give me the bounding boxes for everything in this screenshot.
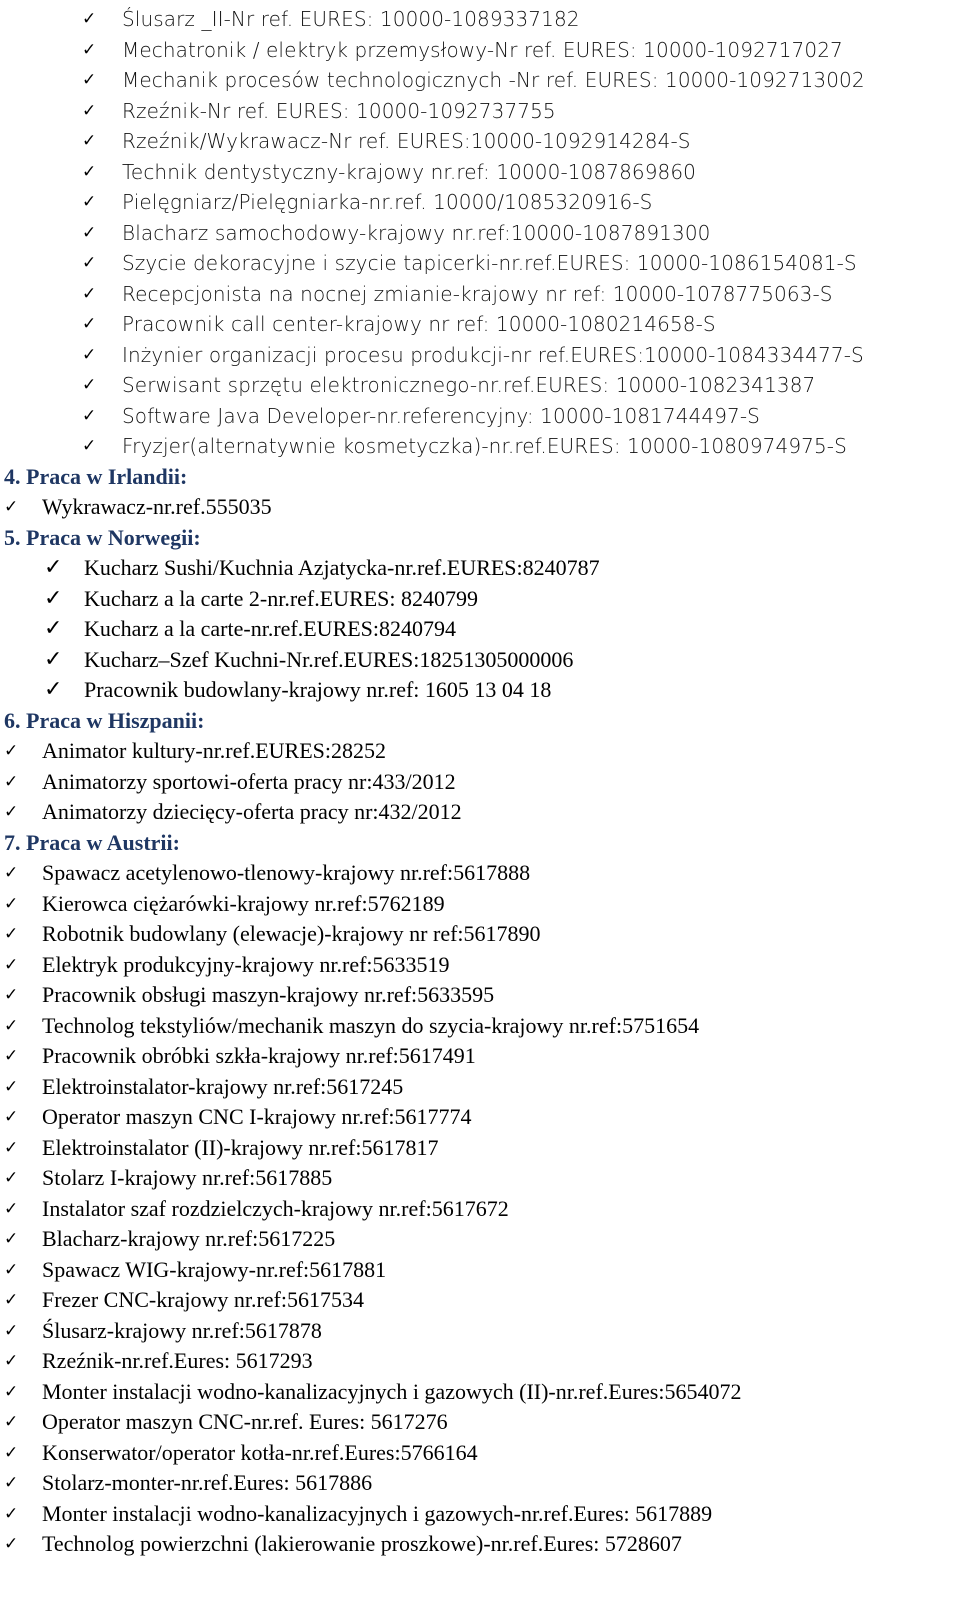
check-mark-icon: ✓ bbox=[4, 1046, 19, 1067]
check-mark-icon: ✓ bbox=[4, 1198, 19, 1219]
check-mark-icon: ✓ bbox=[4, 1076, 19, 1097]
check-mark-icon: ✓ bbox=[4, 802, 19, 823]
check-mark-icon: ✓ bbox=[82, 161, 97, 182]
list-item-text: Szycie dekoracyjne i szycie tapicerki-nr.ref.EURES: 10000-1086154081-S bbox=[122, 251, 857, 276]
list-item-text: Pracownik budowlany-krajowy nr.ref: 1605 13 04 18 bbox=[84, 677, 552, 703]
check-mark-icon: ✓ bbox=[4, 741, 19, 762]
list-item-text: Elektroinstalator-krajowy nr.ref:5617245 bbox=[42, 1073, 404, 1099]
check-mark-icon: ✓ bbox=[82, 405, 97, 426]
check-mark-icon: ✓ bbox=[4, 924, 19, 945]
spain-list bbox=[0, 736, 960, 828]
list-item bbox=[0, 35, 960, 66]
list-item-text: Monter instalacji wodno-kanalizacyjnych i gazowych-nr.ref.Eures: 5617889 bbox=[42, 1500, 713, 1526]
list-item bbox=[0, 218, 960, 249]
list-item bbox=[0, 919, 960, 950]
list-item-text: Ślusarz-krajowy nr.ref:5617878 bbox=[42, 1317, 322, 1343]
list-item-text: Blacharz samochodowy-krajowy nr.ref:10000-1087891300 bbox=[122, 220, 711, 245]
list-item bbox=[0, 1529, 960, 1560]
list-item bbox=[0, 309, 960, 340]
list-item bbox=[0, 675, 960, 706]
list-item bbox=[0, 1224, 960, 1255]
list-item bbox=[0, 1133, 960, 1164]
list-item-text: Elektryk produkcyjny-krajowy nr.ref:5633519 bbox=[42, 951, 450, 977]
list-item-text: Spawacz acetylenowo-tlenowy-krajowy nr.ref:5617888 bbox=[42, 860, 531, 886]
list-item-text: Spawacz WIG-krajowy-nr.ref:5617881 bbox=[42, 1256, 387, 1282]
list-item-text: Wykrawacz-nr.ref.555035 bbox=[42, 494, 272, 520]
list-item bbox=[0, 492, 960, 523]
list-item-text: Animator kultury-nr.ref.EURES:28252 bbox=[42, 738, 387, 764]
section3-continued-list bbox=[0, 4, 960, 462]
ireland-list bbox=[0, 492, 960, 523]
check-mark-icon: ✓ bbox=[82, 100, 97, 121]
list-item bbox=[0, 1255, 960, 1286]
check-mark-icon: ✓ bbox=[4, 985, 19, 1006]
check-mark-icon: ✓ bbox=[82, 314, 97, 335]
list-item bbox=[0, 1407, 960, 1438]
check-mark-icon: ✓ bbox=[44, 677, 63, 703]
check-mark-icon: ✓ bbox=[82, 222, 97, 243]
list-item-text: Pielęgniarz/Pielęgniarka-nr.ref. 10000/1085320916-S bbox=[122, 190, 653, 215]
list-item-text: Robotnik budowlany (elewacje)-krajowy nr ref:5617890 bbox=[42, 921, 541, 947]
list-item-text: Inżynier organizacji procesu produkcji-nr ref.EURES:10000-1084334477-S bbox=[122, 342, 864, 367]
list-item bbox=[0, 614, 960, 645]
check-mark-icon: ✓ bbox=[4, 1168, 19, 1189]
check-mark-icon: ✓ bbox=[4, 1290, 19, 1311]
check-mark-icon: ✓ bbox=[44, 585, 63, 611]
check-mark-icon: ✓ bbox=[4, 1320, 19, 1341]
list-item-text: Kucharz Sushi/Kuchnia Azjatycka-nr.ref.EURES:8240787 bbox=[84, 555, 600, 581]
list-item bbox=[0, 1499, 960, 1530]
list-item bbox=[0, 65, 960, 96]
heading-norway: 5. Praca w Norwegii: bbox=[4, 524, 201, 550]
list-item bbox=[0, 1346, 960, 1377]
check-mark-icon: ✓ bbox=[82, 70, 97, 91]
check-mark-icon: ✓ bbox=[4, 863, 19, 884]
check-mark-icon: ✓ bbox=[4, 893, 19, 914]
check-mark-icon: ✓ bbox=[82, 283, 97, 304]
list-item bbox=[0, 1072, 960, 1103]
list-item bbox=[0, 797, 960, 828]
check-mark-icon: ✓ bbox=[82, 9, 97, 30]
list-item bbox=[0, 187, 960, 218]
list-item-text: Fryzjer(alternatywnie kosmetyczka)-nr.ref.EURES: 10000-1080974975-S bbox=[122, 434, 847, 459]
list-item-text: Pracownik call center-krajowy nr ref: 10000-1080214658-S bbox=[122, 312, 716, 337]
check-mark-icon: ✓ bbox=[82, 131, 97, 152]
document-page bbox=[0, 4, 960, 1560]
list-item-text: Rzeźnik-Nr ref. EURES: 10000-1092737755 bbox=[122, 98, 556, 123]
check-mark-icon: ✓ bbox=[4, 1412, 19, 1433]
check-mark-icon: ✓ bbox=[82, 344, 97, 365]
list-item-text: Mechanik procesów technologicznych -Nr ref. EURES: 10000-1092713002 bbox=[122, 68, 865, 93]
list-item-text: Mechatronik / elektryk przemysłowy-Nr ref. EURES: 10000-1092717027 bbox=[122, 37, 843, 62]
check-mark-icon: ✓ bbox=[4, 1503, 19, 1524]
check-mark-icon: ✓ bbox=[4, 1473, 19, 1494]
list-item bbox=[0, 401, 960, 432]
list-item bbox=[0, 584, 960, 615]
list-item-text: Technik dentystyczny-krajowy nr.ref: 10000-1087869860 bbox=[122, 159, 697, 184]
list-item-text: Frezer CNC-krajowy nr.ref:5617534 bbox=[42, 1287, 364, 1313]
heading-ireland: 4. Praca w Irlandii: bbox=[4, 463, 188, 489]
list-item bbox=[0, 279, 960, 310]
list-item-text: Monter instalacji wodno-kanalizacyjnych i gazowych (II)-nr.ref.Eures:5654072 bbox=[42, 1378, 742, 1404]
list-item bbox=[0, 96, 960, 127]
list-item bbox=[0, 126, 960, 157]
check-mark-icon: ✓ bbox=[82, 436, 97, 457]
check-mark-icon: ✓ bbox=[82, 39, 97, 60]
list-item bbox=[0, 736, 960, 767]
list-item-text: Pracownik obsługi maszyn-krajowy nr.ref:5633595 bbox=[42, 982, 495, 1008]
list-item bbox=[0, 645, 960, 676]
check-mark-icon: ✓ bbox=[4, 1259, 19, 1280]
check-mark-icon: ✓ bbox=[4, 771, 19, 792]
list-item bbox=[0, 1285, 960, 1316]
list-item bbox=[0, 889, 960, 920]
check-mark-icon: ✓ bbox=[4, 1534, 19, 1555]
list-item-text: Stolarz-monter-nr.ref.Eures: 5617886 bbox=[42, 1470, 373, 1496]
list-item-text: Operator maszyn CNC-nr.ref. Eures: 5617276 bbox=[42, 1409, 448, 1435]
list-item bbox=[0, 248, 960, 279]
check-mark-icon: ✓ bbox=[4, 497, 19, 518]
list-item bbox=[0, 1194, 960, 1225]
list-item bbox=[0, 980, 960, 1011]
list-item bbox=[0, 950, 960, 981]
austria-list bbox=[0, 858, 960, 1560]
check-mark-icon: ✓ bbox=[44, 646, 63, 672]
check-mark-icon: ✓ bbox=[4, 1137, 19, 1158]
check-mark-icon: ✓ bbox=[4, 1351, 19, 1372]
list-item-text: Animatorzy sportowi-oferta pracy nr:433/2012 bbox=[42, 768, 456, 794]
list-item-text: Software Java Developer-nr.referencyjny: 10000-1081744497-S bbox=[122, 403, 760, 428]
list-item-text: Technolog tekstyliów/mechanik maszyn do szycia-krajowy nr.ref:5751654 bbox=[42, 1012, 700, 1038]
list-item-text: Konserwator/operator kotła-nr.ref.Eures:5766164 bbox=[42, 1439, 478, 1465]
list-item bbox=[0, 4, 960, 35]
check-mark-icon: ✓ bbox=[4, 1442, 19, 1463]
list-item-text: Animatorzy dziecięcy-oferta pracy nr:432/2012 bbox=[42, 799, 462, 825]
list-item bbox=[0, 1011, 960, 1042]
list-item-text: Kucharz a la carte 2-nr.ref.EURES: 8240799 bbox=[84, 585, 479, 611]
list-item bbox=[0, 1377, 960, 1408]
list-item bbox=[0, 431, 960, 462]
list-item-text: Operator maszyn CNC I-krajowy nr.ref:5617774 bbox=[42, 1104, 472, 1130]
list-item bbox=[0, 1468, 960, 1499]
check-mark-icon: ✓ bbox=[4, 1381, 19, 1402]
list-item-text: Technolog powierzchni (lakierowanie proszkowe)-nr.ref.Eures: 5728607 bbox=[42, 1531, 682, 1557]
list-item bbox=[0, 767, 960, 798]
check-mark-icon: ✓ bbox=[44, 616, 63, 642]
list-item-text: Kucharz a la carte-nr.ref.EURES:8240794 bbox=[84, 616, 457, 642]
list-item-text: Kierowca ciężarówki-krajowy nr.ref:5762189 bbox=[42, 890, 445, 916]
check-mark-icon: ✓ bbox=[4, 1015, 19, 1036]
list-item bbox=[0, 553, 960, 584]
check-mark-icon: ✓ bbox=[82, 192, 97, 213]
list-item bbox=[0, 1316, 960, 1347]
list-item bbox=[0, 858, 960, 889]
list-item-text: Blacharz-krajowy nr.ref:5617225 bbox=[42, 1226, 336, 1252]
check-mark-icon: ✓ bbox=[44, 555, 63, 581]
list-item bbox=[0, 370, 960, 401]
list-item-text: Kucharz–Szef Kuchni-Nr.ref.EURES:18251305000006 bbox=[84, 646, 574, 672]
check-mark-icon: ✓ bbox=[82, 253, 97, 274]
check-mark-icon: ✓ bbox=[4, 954, 19, 975]
list-item bbox=[0, 1041, 960, 1072]
list-item bbox=[0, 1438, 960, 1469]
list-item-text: Stolarz I-krajowy nr.ref:5617885 bbox=[42, 1165, 333, 1191]
check-mark-icon: ✓ bbox=[82, 375, 97, 396]
list-item bbox=[0, 1102, 960, 1133]
list-item-text: Instalator szaf rozdzielczych-krajowy nr.ref:5617672 bbox=[42, 1195, 509, 1221]
list-item bbox=[0, 340, 960, 371]
norway-list bbox=[0, 553, 960, 706]
list-item-text: Rzeźnik-nr.ref.Eures: 5617293 bbox=[42, 1348, 313, 1374]
list-item-text: Elektroinstalator (II)-krajowy nr.ref:5617817 bbox=[42, 1134, 439, 1160]
heading-spain: 6. Praca w Hiszpanii: bbox=[4, 707, 205, 733]
check-mark-icon: ✓ bbox=[4, 1229, 19, 1250]
list-item bbox=[0, 157, 960, 188]
list-item-text: Rzeźnik/Wykrawacz-Nr ref. EURES:10000-1092914284-S bbox=[122, 129, 691, 154]
list-item-text: Pracownik obróbki szkła-krajowy nr.ref:5617491 bbox=[42, 1043, 476, 1069]
list-item-text: Serwisant sprzętu elektronicznego-nr.ref.EURES: 10000-1082341387 bbox=[122, 373, 816, 398]
list-item-text: Ślusarz _II-Nr ref. EURES: 10000-1089337182 bbox=[122, 7, 580, 32]
list-item-text: Recepcjonista na nocnej zmianie-krajowy nr ref: 10000-1078775063-S bbox=[122, 281, 833, 306]
check-mark-icon: ✓ bbox=[4, 1107, 19, 1128]
list-item bbox=[0, 1163, 960, 1194]
heading-austria: 7. Praca w Austrii: bbox=[4, 829, 180, 855]
